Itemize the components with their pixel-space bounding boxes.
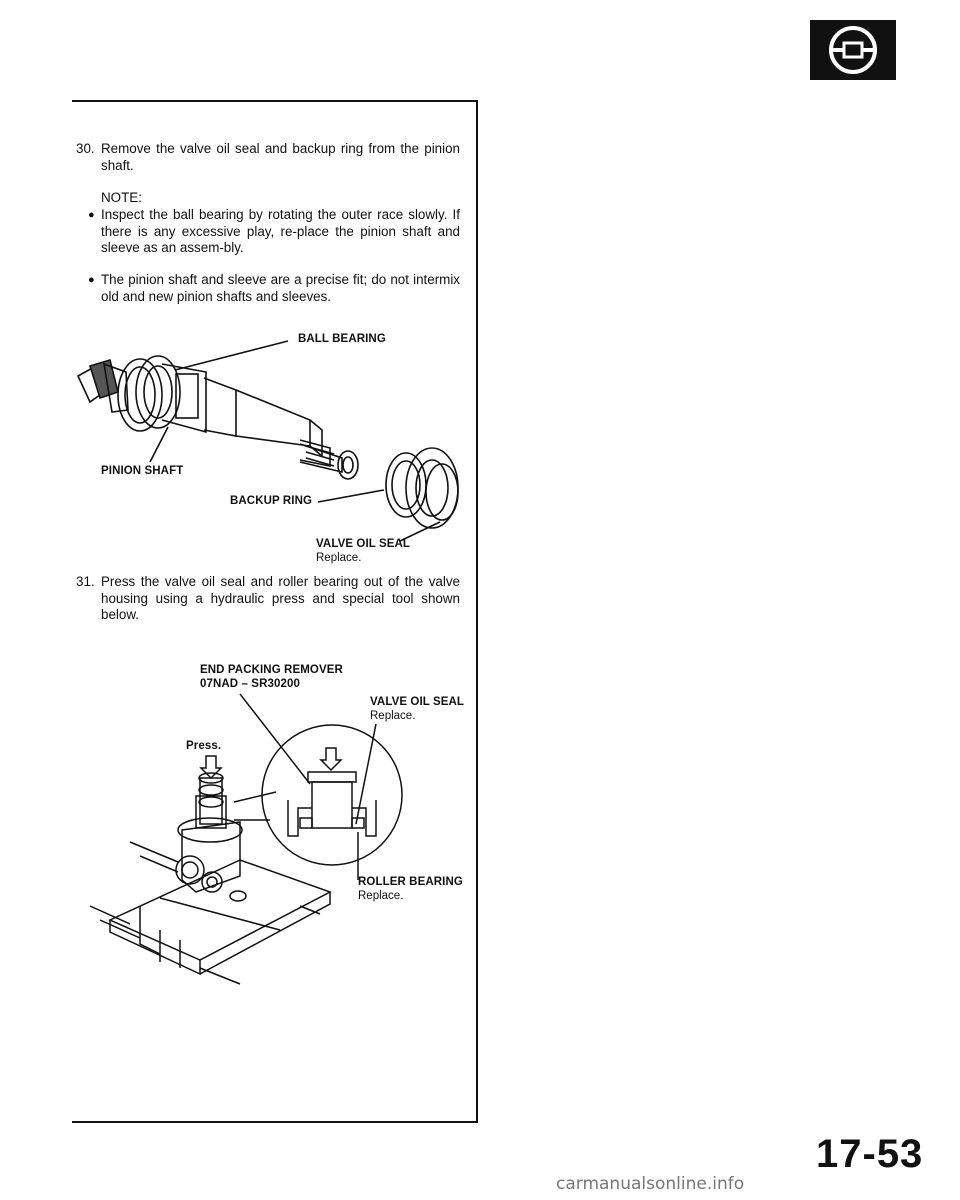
page-number: 17-53 [816,1132,924,1176]
valve-oil-seal-label-2: VALVE OIL SEAL [370,696,465,708]
right-rule [476,100,478,1123]
step-text: Remove the valve oil seal and backup ring from the pinion shaft. [101,141,460,173]
step-number: 30. [76,141,95,156]
step-text: Press the valve oil seal and roller bearing out of the valve housing using a hydraulic press and special tool shown below. [101,574,460,622]
bottom-rule [72,1121,478,1123]
note-item: ● Inspect the ball bearing by rotating the outer race slowly. If there is any excessive play, re-place the pinion shaft and sleeve as an assem-bly. [88,207,460,255]
valve-oil-seal-note-2: Replace. [370,710,416,722]
step-number: 31. [76,574,95,589]
roller-bearing-label: ROLLER BEARING [358,876,463,888]
note-label: NOTE: [101,190,142,205]
press-label: Press. [186,740,222,752]
steering-wheel-icon [810,20,896,80]
step-30 [76,141,460,174]
roller-bearing-note: Replace. [358,890,404,902]
tool-name-label: END PACKING REMOVER [200,664,343,676]
ball-bearing-label: BALL BEARING [298,333,386,345]
watermark: carmanualsonline.info [556,1174,745,1194]
valve-oil-seal-note: Replace. [316,552,362,564]
note-item: ● The pinion shaft and sleeve are a precise fit; do not intermix old and new pinion shafts and sleeves. [88,272,460,304]
valve-oil-seal-label: VALVE OIL SEAL [316,538,411,550]
backup-ring-label: BACKUP RING [230,495,313,507]
section-tab [810,20,896,80]
pinion-shaft-label: PINION SHAFT [101,465,184,477]
step-31 [76,574,460,624]
top-rule [72,100,478,102]
tool-number-label: 07NAD – SR30200 [200,678,300,690]
